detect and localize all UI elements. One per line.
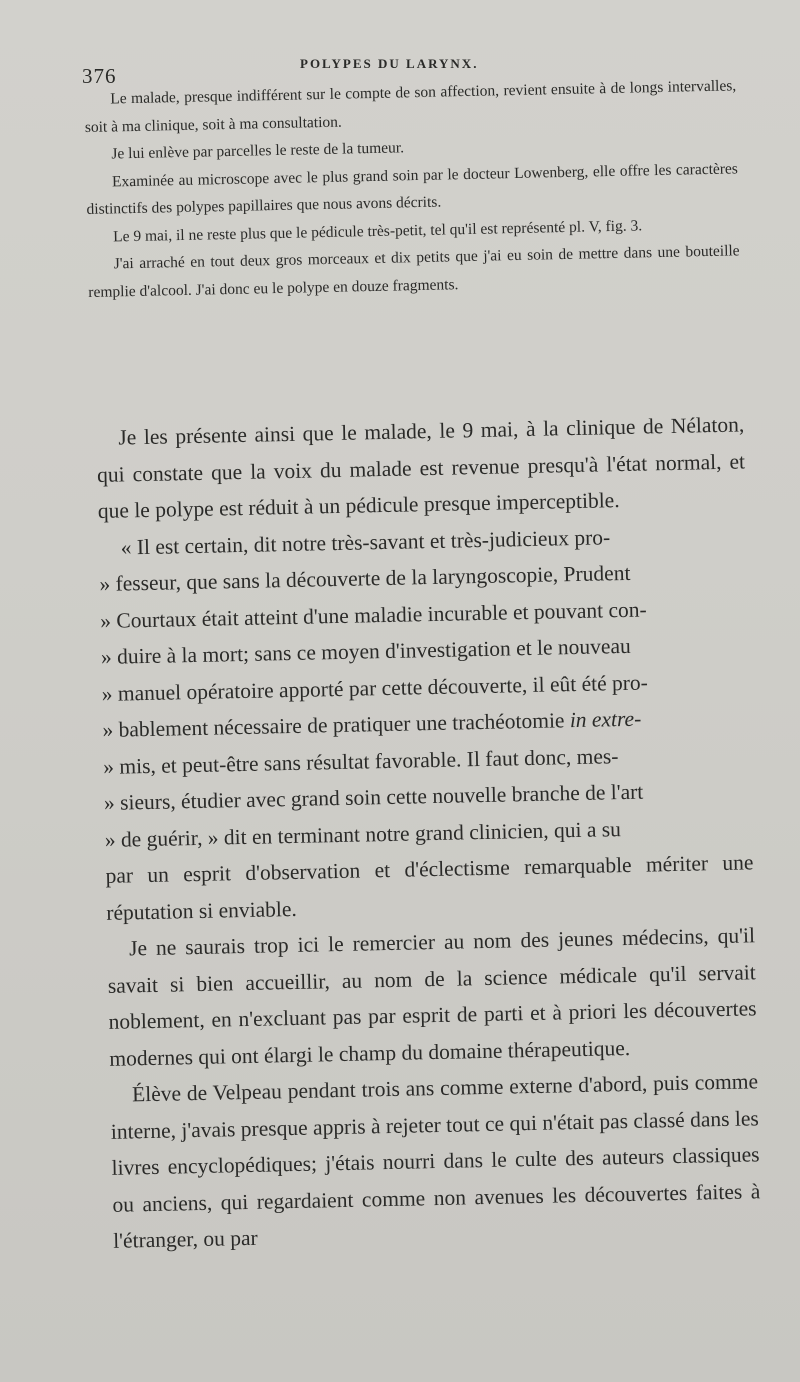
quote-line-7: » mis, et peut-être sans résultat favorable. Il faut donc, mes-	[103, 743, 619, 779]
paragraph-presente: Je les présente ainsi que le malade, le 9 mai, à la clinique de Nélaton, qui constate que la voix du malade est revenue presqu'à l'état normal, et que le polype est réduit à un pédicule presque imperceptible.	[96, 412, 746, 523]
quote-line-8: » sieurs, étudier avec grand soin cette nouvelle branche de l'art	[103, 779, 644, 815]
quotation	[98, 516, 754, 931]
quote-line-9: » de guérir, » dit en terminant notre grand clinicien, qui a su	[104, 816, 622, 852]
small-paragraph-4: Le 9 mai, il ne reste plus que le pédicule très-petit, tel qu'il est représenté pl. V, fig. 3.	[112, 216, 643, 245]
quote-line-1: « Il est certain, dit notre très-savant et très-judicieux pro-	[120, 524, 611, 560]
main-text	[96, 406, 761, 1259]
paragraph-eleve: Élève de Velpeau pendant trois ans comme externe d'abord, puis comme interne, j'avais presque appris à rejeter tout ce qui n'était pas classé dans les livres encyclopédiques; j'étais nourri dans le culte des auteurs classiques ou anciens, qui regardaient comme non avenues les découvertes faites à l'étranger, ou par	[110, 1069, 761, 1253]
small-paragraph-2: Je lui enlève par parcelles le reste de la tumeur.	[111, 139, 405, 163]
small-print-notes	[84, 72, 740, 306]
quote-line-4: » duire à la mort; sans ce moyen d'investigation et le nouveau	[100, 633, 631, 669]
small-paragraph-1: Le malade, presque indifférent sur le compte de son affection, revient ensuite à de longs intervalles, soit à ma clinique, soit à ma consultation.	[84, 77, 737, 136]
small-paragraph-5: J'ai arraché en tout deux gros morceaux et dix petits que j'ai eu soin de mettre dans une bouteille remplie d'alcool. J'ai donc eu le polype en douze fragments.	[88, 242, 740, 301]
quote-line-5: » manuel opératoire apporté par cette découverte, il eût été pro-	[101, 670, 649, 706]
quote-line-3: » Courtaux était atteint d'une maladie incurable et pouvant con-	[99, 597, 647, 633]
running-title: POLYPES DU LARYNX.	[300, 56, 479, 71]
quote-line-2: » fesseur, que sans la découverte de la laryngoscopie, Prudent	[99, 560, 631, 596]
quote-tail: par un esprit d'observation et d'éclectisme remarquable mériter une réputation si enviable.	[105, 850, 754, 925]
paragraph-remercier: Je ne saurais trop ici le remercier au nom des jeunes médecins, qu'il savait si bien accueillir, au nom de la science médicale qu'il servait noblement, en n'excluant pas par esprit de parti et à priori les découvertes modernes qui ont élargi le champ du domaine thérapeutique.	[107, 923, 757, 1071]
small-paragraph-3: Examinée au microscope avec le plus grand soin par le docteur Lowenberg, elle offre les caractères distinctifs des polypes papillaires que nous avons décrits.	[86, 159, 739, 218]
quote-italic-in-extre: in extre-	[569, 706, 642, 733]
page-number: 376	[82, 64, 117, 88]
quote-line-6-text: » bablement nécessaire de pratiquer une trachéotomie	[102, 708, 565, 742]
